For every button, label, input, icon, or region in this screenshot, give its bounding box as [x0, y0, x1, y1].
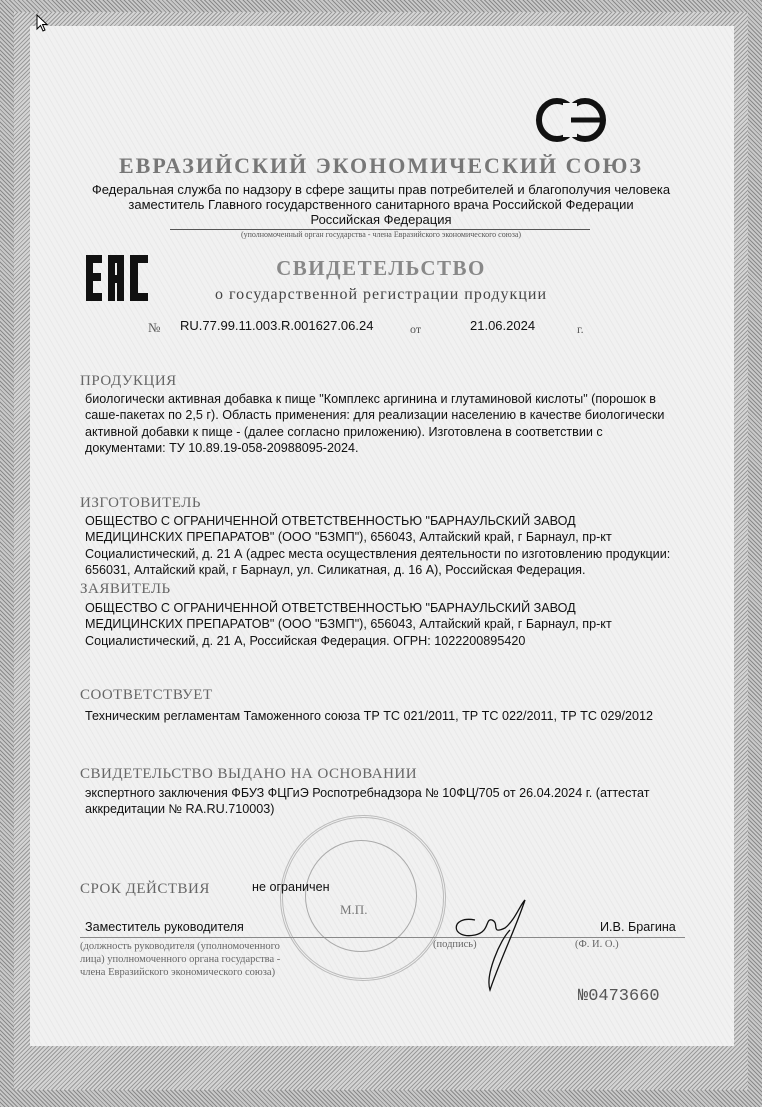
basis-line: экспертного заключения ФБУЗ ФЦГиЭ Роспотребнадзора № 10ФЦ/705 от 26.04.2024 г. (аттестат: [85, 786, 650, 800]
mouse-cursor-icon: [36, 14, 50, 34]
product-line: документами: ТУ 10.89.19-058-20988095-2024.: [85, 440, 359, 455]
basis-heading: СВИДЕТЕЛЬСТВО ВЫДАНО НА ОСНОВАНИИ: [80, 766, 418, 782]
conforms-text: Техническим регламентам Таможенного союза ТР ТС 021/2011, ТР ТС 022/2011, ТР ТС 029/2012: [85, 709, 653, 723]
from-label: от: [410, 322, 422, 336]
position-caption: [80, 940, 280, 979]
official-stamp-inner: [305, 840, 417, 952]
applicant-heading: ЗАЯВИТЕЛЬ: [80, 581, 171, 597]
certificate-title: СВИДЕТЕЛЬСТВО: [276, 256, 486, 280]
country-line: Российская Федерация: [310, 212, 452, 227]
official-line: заместитель Главного государственного санитарного врача Российской Федерации: [128, 197, 634, 212]
se-logo-icon: [535, 95, 607, 145]
basis-text: [85, 785, 649, 818]
manufacturer-line: ОБЩЕСТВО С ОГРАНИЧЕННОЙ ОТВЕТСТВЕННОСТЬЮ "БАРНАУЛЬСКИЙ ЗАВОД: [85, 514, 576, 528]
manufacturer-text: [85, 513, 670, 578]
applicant-text: [85, 600, 612, 649]
form-number: №0473660: [578, 987, 660, 1006]
stamp-mp: М.П.: [340, 902, 368, 917]
year-suffix: г.: [577, 322, 584, 336]
validity-heading: СРОК ДЕЙСТВИЯ: [80, 881, 210, 897]
certificate-date: 21.06.2024: [470, 318, 536, 333]
product-line: биологически активная добавка к пище "Комплекс аргинина и глутаминовой кислоты" (порошок в: [85, 392, 656, 406]
agency-line: Федеральная служба по надзору в сфере защиты прав потребителей и благополучия человека: [91, 182, 671, 197]
header-caption: (уполномоченный орган государства - члена Евразийского экономического союза): [240, 230, 522, 239]
union-title: ЕВРАЗИЙСКИЙ ЭКОНОМИЧЕСКИЙ СОЮЗ: [118, 153, 644, 178]
applicant-line: Социалистический, д. 21 А, Российская Федерация. ОГРН: 1022200895420: [85, 633, 526, 648]
product-heading: ПРОДУКЦИЯ: [80, 373, 177, 389]
applicant-line: ОБЩЕСТВО С ОГРАНИЧЕННОЙ ОТВЕТСТВЕННОСТЬЮ "БАРНАУЛЬСКИЙ ЗАВОД: [85, 601, 576, 615]
position-caption-line: лица) уполномоченного органа государства -: [80, 954, 281, 965]
manufacturer-heading: ИЗГОТОВИТЕЛЬ: [80, 495, 202, 511]
product-line: саше-пакетах по 2,5 г). Область применения: для реализации населению в качестве биологически: [85, 408, 665, 423]
signer-position: Заместитель руководителя: [85, 920, 244, 934]
number-label: №: [148, 320, 161, 335]
applicant-line: МЕДИЦИНСКИХ ПРЕПАРАТОВ" (ООО "БЗМП"), 656043, Алтайский край, г Барнаул, пр-кт: [85, 617, 612, 632]
position-caption-line: (должность руководителя (уполномоченного: [80, 941, 280, 952]
position-caption-line: члена Евразийского экономического союза): [80, 967, 276, 978]
certificate-number: RU.77.99.11.003.R.001627.06.24: [180, 318, 374, 333]
basis-line: аккредитации № RA.RU.710003): [85, 802, 275, 817]
certificate-subtitle: о государственной регистрации продукции: [214, 286, 548, 303]
signer-name: И.В. Брагина: [600, 920, 676, 934]
manufacturer-line: МЕДИЦИНСКИХ ПРЕПАРАТОВ" (ООО "БЗМП"), 656043, Алтайский край, г Барнаул, пр-кт: [85, 530, 612, 545]
validity-value: не ограничен: [252, 880, 330, 894]
conforms-heading: СООТВЕТСТВУЕТ: [80, 687, 213, 703]
manufacturer-line: Социалистический, д. 21 А (адрес места осуществления деятельности по изготовлению продукции:: [85, 546, 671, 561]
name-caption: (Ф. И. О.): [575, 939, 619, 950]
product-text: [85, 391, 664, 456]
signature-caption: (подпись): [433, 939, 477, 950]
manufacturer-line: 656031, Алтайский край, г Барнаул, ул. Силикатная, д. 16 А), Российская Федерация.: [85, 562, 586, 577]
product-line: активной добавки к пище - (далее согласно приложению). Изготовлена в соответствии с: [85, 424, 603, 439]
